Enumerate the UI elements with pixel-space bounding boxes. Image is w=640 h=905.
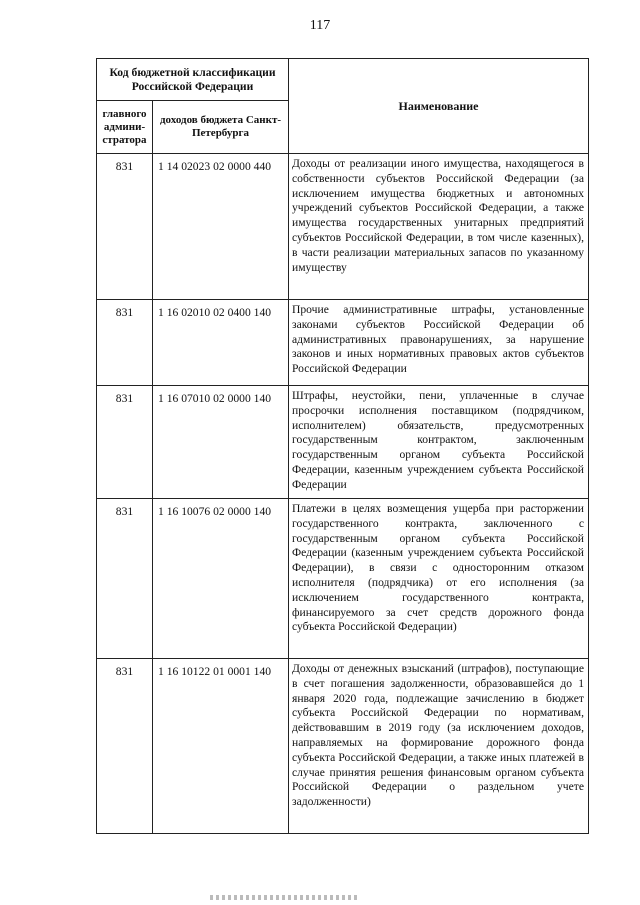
income-code-cell: 1 14 02023 02 0000 440 [153,154,289,300]
budget-classification-table [96,58,589,834]
table-header-row [97,59,589,101]
income-code-cell: 1 16 10076 02 0000 140 [153,499,289,659]
name-cell: Прочие административные штрафы, установленные законами субъектов Российской Федерации об административных правонарушениях, за нарушение законов и иных нормативных правовых актов субъектов Российской Федерации [289,300,589,386]
income-code-cell: 1 16 02010 02 0400 140 [153,300,289,386]
header-admin-column: главного админи-стратора [97,101,153,154]
scan-artifact [210,895,360,900]
header-code-column: доходов бюджета Санкт-Петербурга [153,101,289,154]
name-cell: Доходы от реализации иного имущества, находящегося в собственности субъектов Российской Федерации (за исключением имущества бюджетных и автономных учреждений субъектов Российской Федерации, а также имущества государственных унитарных предприятий субъектов Российской Федерации, в том числе казенных), в части реализации материальных запасов по указанному имуществу [289,154,589,300]
name-cell: Доходы от денежных взысканий (штрафов), поступающие в счет погашения задолженности, образовавшейся до 1 января 2020 года, подлежащие зачислению в бюджет субъекта Российской Федерации по нормативам, действовавшим в 2019 году (за исключением доходов, направляемых на формирование дорожного фонда субъекта Российской Федерации, а также иных платежей в случае принятия решения финансовым органом субъекта Российской Федерации о раздельном учете задолженности) [289,659,589,834]
admin-code-cell: 831 [97,300,153,386]
income-code-cell: 1 16 07010 02 0000 140 [153,386,289,499]
table-row [97,154,589,300]
name-cell: Штрафы, неустойки, пени, уплаченные в случае просрочки исполнения поставщиком (подрядчиком, исполнителем) обязательств, предусмотренных государственным контрактом, заключенным государственным органом субъекта Российской Федерации, казенным учреждением субъекта Российской Федерации [289,386,589,499]
admin-code-cell: 831 [97,154,153,300]
table-row [97,300,589,386]
admin-code-cell: 831 [97,386,153,499]
page-number: 117 [309,18,331,33]
admin-code-cell: 831 [97,659,153,834]
table-row [97,386,589,499]
header-budget-code-group: Код бюджетной классификации Российской Федерации [97,59,289,101]
name-cell: Платежи в целях возмещения ущерба при расторжении государственного контракта, заключенного с государственным органом субъекта Российской Федерации (казенным учреждением субъекта Российской Федерации), в связи с односторонним отказом исполнителя (подрядчика) от его исполнения (за исключением государственного контракта, финансируемого за счет средств дорожного фонда субъекта Российской Федерации) [289,499,589,659]
table-row [97,499,589,659]
admin-code-cell: 831 [97,499,153,659]
table-row [97,659,589,834]
header-name-column: Наименование [289,59,589,154]
income-code-cell: 1 16 10122 01 0001 140 [153,659,289,834]
